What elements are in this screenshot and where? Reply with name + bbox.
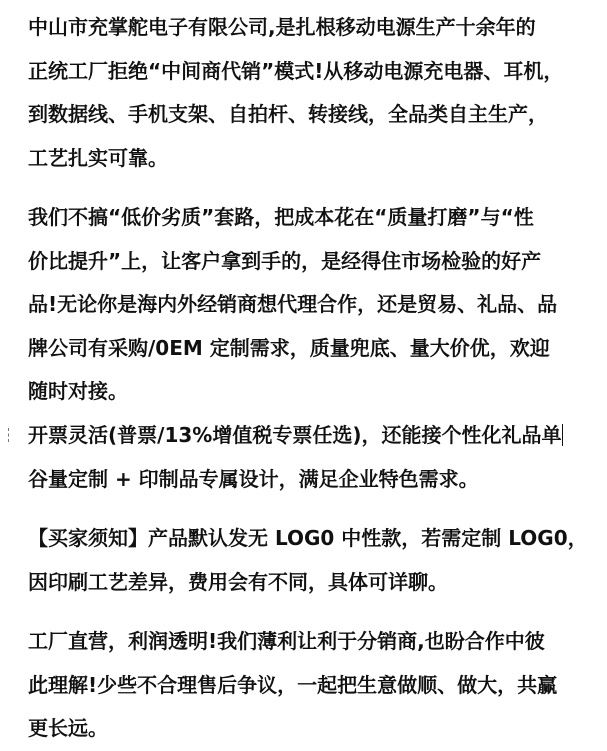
text-line: 中山市充掌舵电子有限公司,是扎根移动电源生产十余年的 (28, 15, 536, 39)
text-line: 到数据线、手机支架、自拍杆、转接线，全品类自主生产， (28, 102, 548, 126)
text-line: 我们不搞“低价劣质”套路，把成本花在“质量打磨”与“性 (28, 205, 534, 229)
text-line: 工厂直营，利润透明!我们薄利让利于分销商,也盼合作中彼 (28, 629, 545, 653)
paragraph-company-intro (28, 6, 563, 180)
text-line: 价比提升”上，让客户拿到手的，是经得住市场检验的好产 (28, 248, 542, 273)
text-line: 此理解!少些不合理售后争议，一起把生意做顺、做大，共赢 (28, 672, 558, 697)
margin-marker (8, 428, 12, 442)
text-line: 正统工厂拒绝“中间商代销”模式!从移动电源充电器、耳机， (28, 58, 564, 83)
paragraph-factory-direct (28, 620, 557, 751)
paragraph-buyer-notice (28, 517, 588, 604)
text-line: 【买家须知】产品默认发无 LOG0 中性款，若需定制 LOG0， (28, 526, 588, 550)
text-line: 谷量定制 + 印制品专属设计，满足企业特色需求。 (28, 466, 479, 491)
text-line-content: 开票灵活(普票/13%增值税专票任选)，还能接个性化礼品单 (28, 423, 562, 447)
text-line: 品!无论你是海内外经销商想代理合作，还是贸易、礼品、品 (28, 292, 558, 316)
text-line (28, 414, 563, 458)
text-line: 因印刷工艺差异，费用会有不同，具体可详聊。 (28, 569, 448, 594)
text-cursor (562, 424, 563, 446)
text-line: 牌公司有采购/0EM 定制需求，质量兜底、量大价优，欢迎 (28, 335, 550, 360)
text-line: 更长远。 (28, 716, 108, 740)
paragraph-quality-promise (28, 196, 557, 414)
text-line: 工艺扎实可靠。 (28, 145, 168, 170)
paragraph-invoice-customization (28, 414, 563, 501)
text-line: 随时对接。 (28, 379, 128, 403)
